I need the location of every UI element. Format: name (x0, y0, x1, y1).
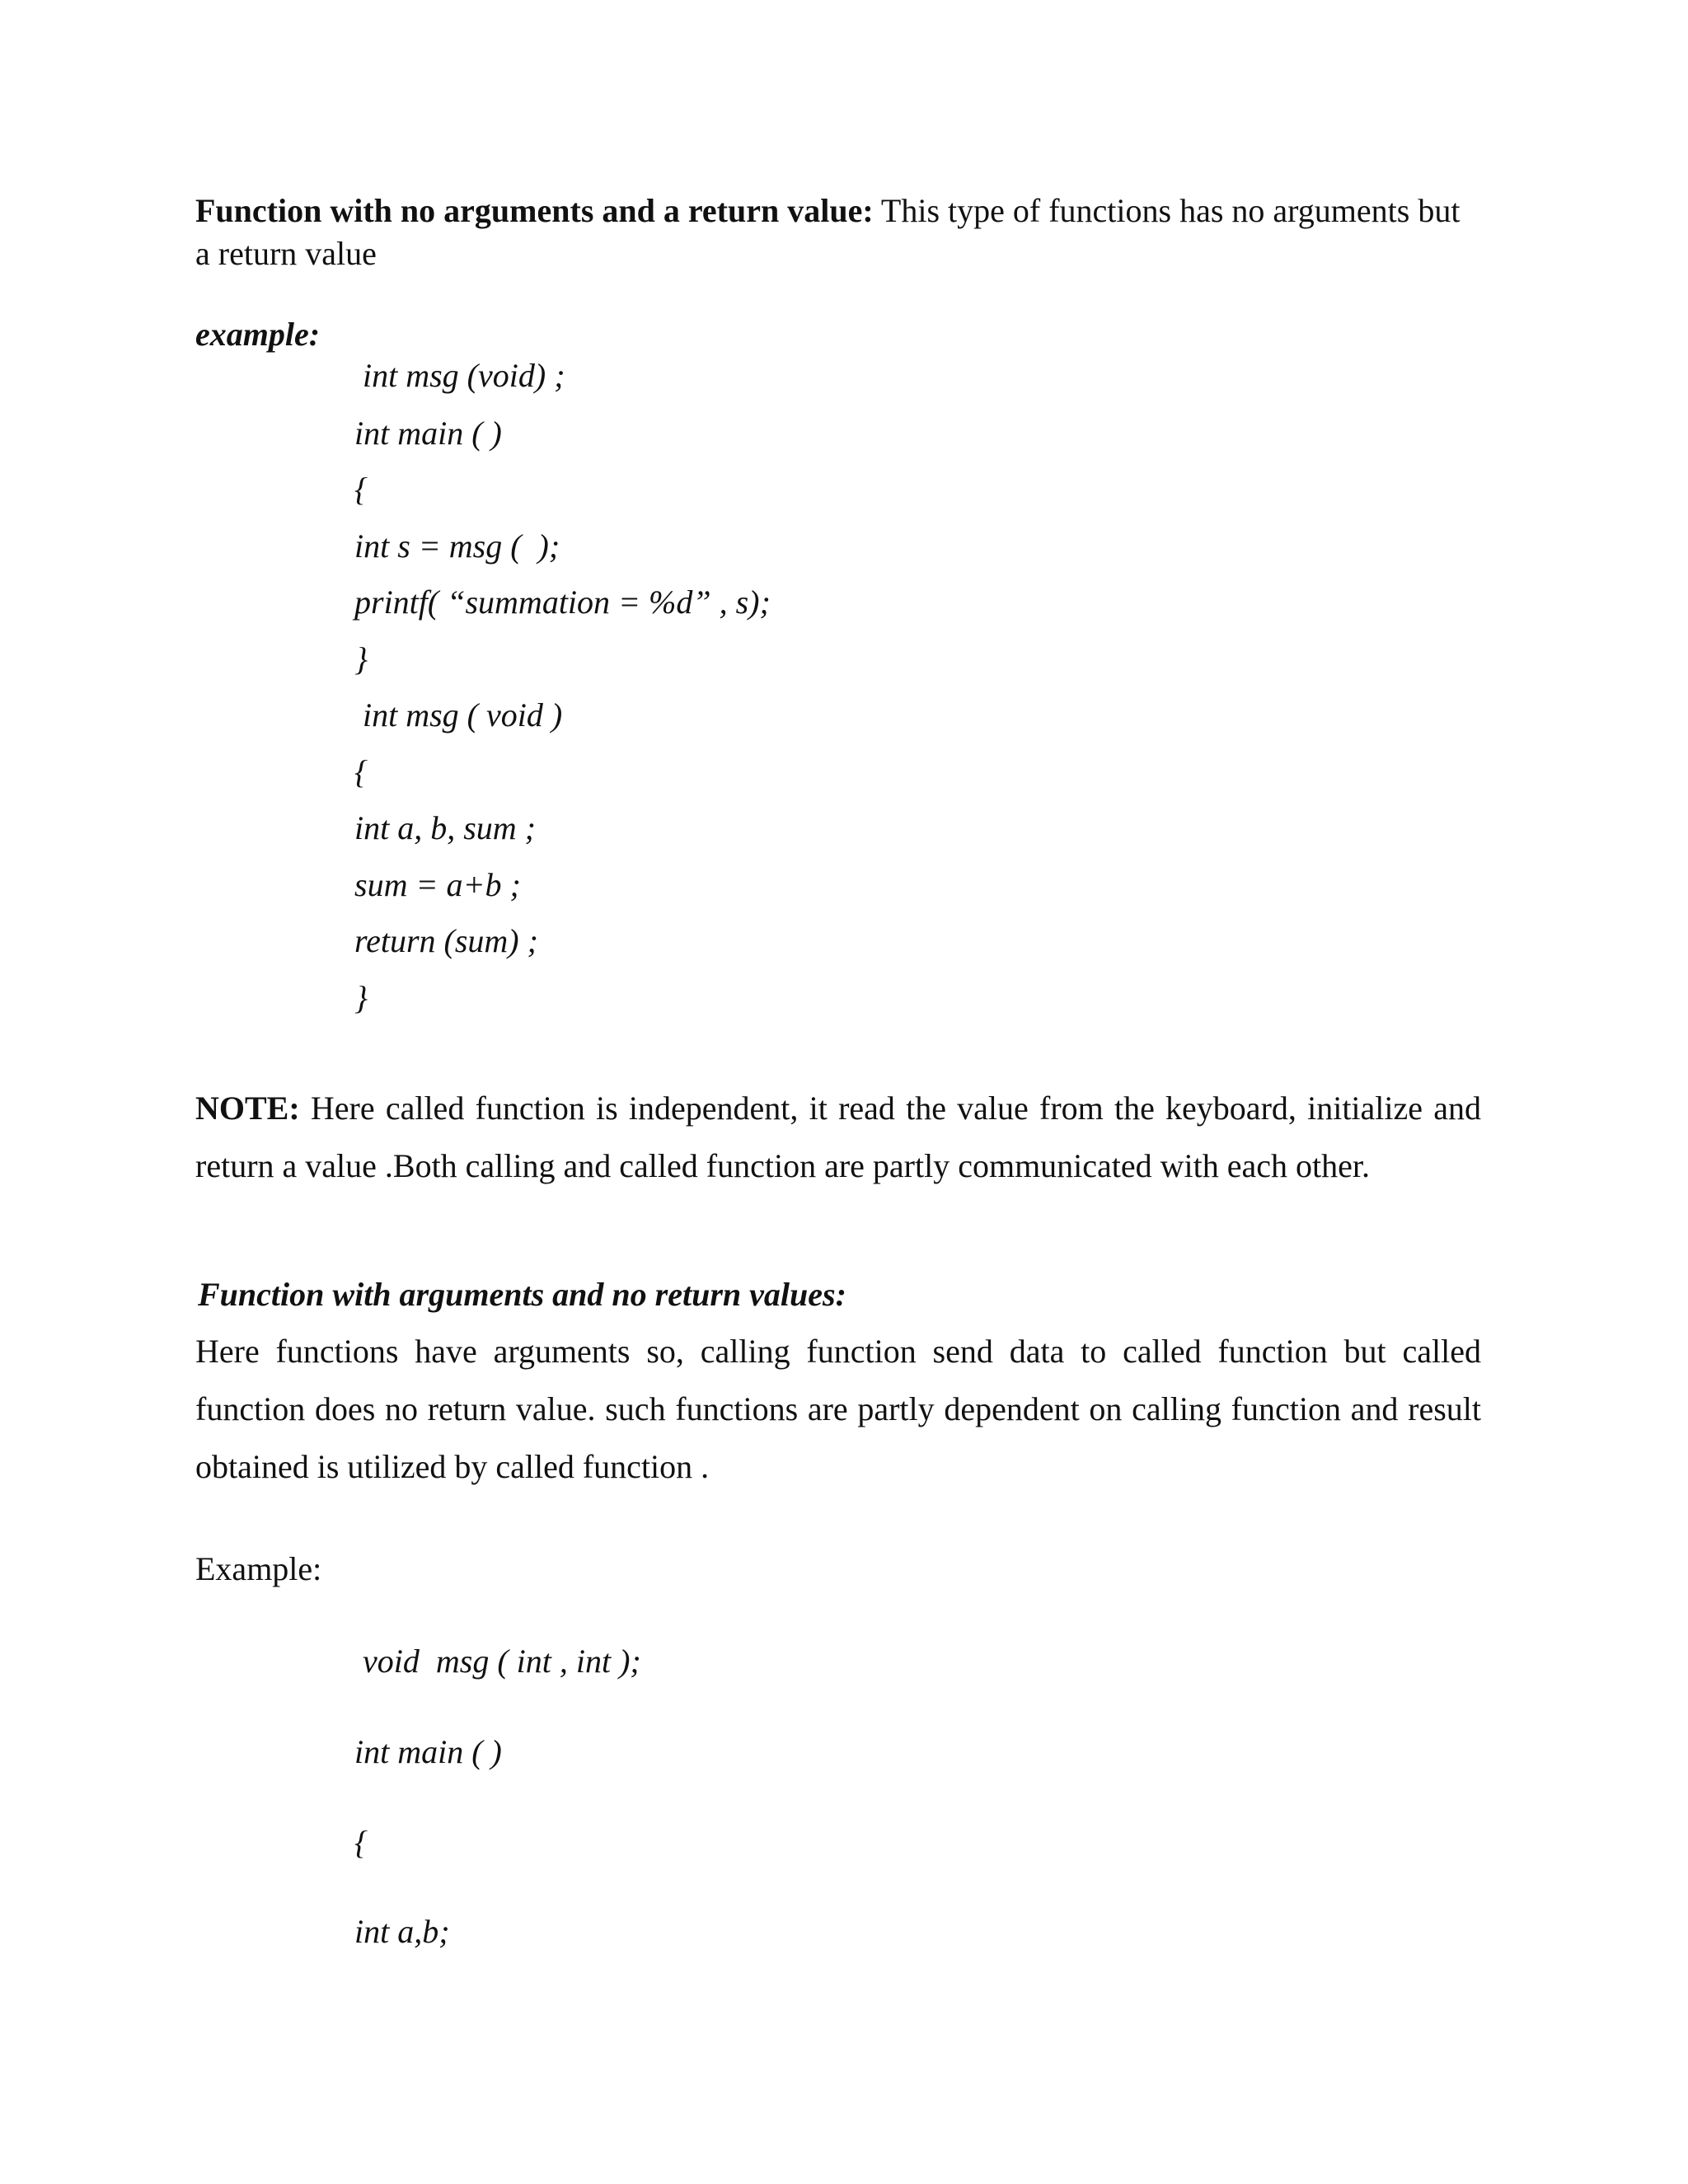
section2-paragraph: Here functions have arguments so, calling function send data to called function but called function does no return value. such functions are partly dependent on calling function and result obtained is utilized by called function . (195, 1333, 1481, 1485)
code-line: void msg ( int , int ); (363, 1643, 641, 1680)
code-line: } (354, 640, 368, 677)
code-line: } (354, 979, 368, 1016)
code-line: int msg ( void ) (363, 696, 563, 733)
note-label: NOTE: (195, 1090, 300, 1127)
code-line: int a, b, sum ; (354, 809, 536, 846)
code-line: int s = msg ( ); (354, 527, 560, 565)
section1-text: This type of functions has no arguments but a return value (195, 192, 1461, 272)
section2-heading: Function with arguments and no return values: (198, 1276, 846, 1313)
section1-paragraph (195, 190, 1481, 275)
code-line: { (354, 753, 368, 790)
section1-heading: Function with no arguments and a return value: (195, 192, 874, 229)
code-line: { (354, 1824, 368, 1861)
code-line: int msg (void) ; (363, 357, 565, 394)
code-line: int a,b; (354, 1913, 450, 1950)
code-line: int main ( ) (354, 1733, 502, 1770)
code-line: return (sum) ; (354, 922, 538, 959)
code-line: { (354, 471, 368, 508)
section1-example-label: example: (195, 316, 321, 353)
code-line: printf( “summation = %d” , s); (354, 583, 771, 621)
code-line: int main ( ) (354, 415, 502, 452)
code-line: sum = a+b ; (354, 866, 521, 903)
note-text: Here called function is independent, it read the value from the keyboard, initialize and return a value .Both calling and called function are partly communicated with each other. (195, 1090, 1481, 1184)
note-paragraph (195, 1080, 1481, 1195)
section2-example-label: Example: (195, 1550, 322, 1587)
